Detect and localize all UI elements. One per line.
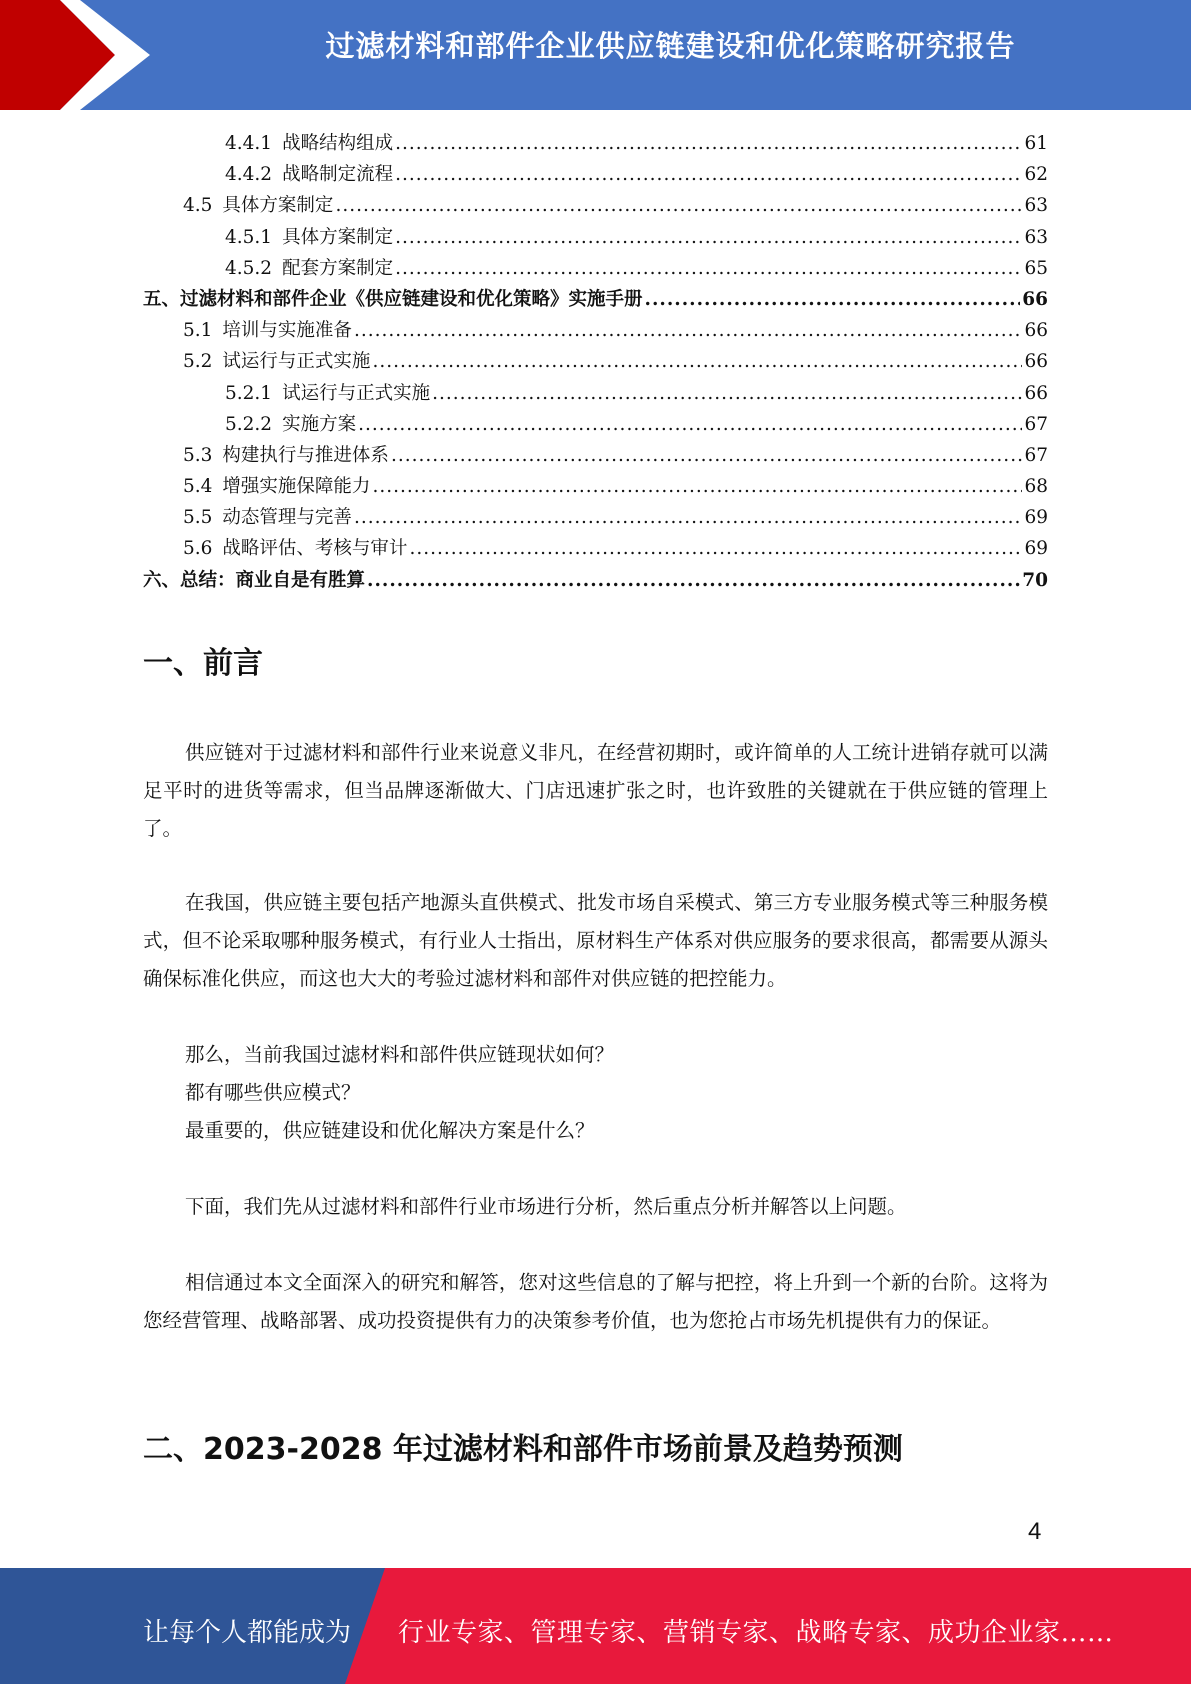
page-footer (0, 1568, 1191, 1684)
toc-entry-page: 69 (1024, 538, 1048, 560)
toc-entry[interactable] (143, 284, 1048, 315)
paragraph: 供应链对于过滤材料和部件行业来说意义非凡，在经营初期时，或许简单的人工统计进销存就可以满足平时的进货等需求，但当品牌逐渐做大、门店迅速扩张之时，也许致胜的关键就在于供应链的管理上了。 (143, 741, 1048, 840)
toc-entry-number: 4.4.1 (225, 133, 273, 154)
toc-entry-page: 61 (1024, 133, 1048, 154)
toc-entry-page: 69 (1024, 507, 1048, 529)
footer-slogan-right: 行业专家、管理专家、营销专家、战略专家、成功企业家…… (398, 1618, 1114, 1648)
toc-entry[interactable] (143, 502, 1048, 533)
toc-entry-number: 4.5.1 (225, 226, 273, 248)
toc-entry-title: 培训与实施准备 (222, 320, 352, 342)
toc-entry-page: 67 (1024, 444, 1048, 466)
footer-slogan-left: 让每个人都能成为 (143, 1618, 352, 1648)
toc-entry-page: 62 (1024, 164, 1048, 186)
toc-entry-title: 配套方案制定 (282, 257, 394, 279)
section-heading-preface: 一、前言 (143, 646, 263, 681)
toc-entry-page: 68 (1024, 476, 1048, 498)
toc-entry[interactable] (143, 346, 1048, 377)
toc-entry[interactable] (143, 222, 1048, 253)
paragraph: 在我国，供应链主要包括产地源头直供模式、批发市场自采模式、第三方专业服务模式等三种服务模式，但不论采取哪种服务模式，有行业人士指出，原材料生产体系对供应服务的要求很高，都需要从源头确保标准化供应，而这也大大的考验过滤材料和部件对供应链的把控能力。 (143, 891, 1048, 990)
paragraph: 相信通过本文全面深入的研究和解答，您对这些信息的了解与把控，将上升到一个新的台阶。这将为您经营管理、战略部署、成功投资提供有力的决策参考价值，也为您抢占市场先机提供有力的保证。 (143, 1271, 1048, 1332)
toc-entry-number: 4.5.2 (225, 257, 273, 279)
toc-entry[interactable] (143, 533, 1048, 564)
toc-entry-number: 5.5 (183, 507, 213, 529)
toc-dot-leader (395, 159, 1022, 190)
list-item: 都有哪些供应模式？ (185, 1081, 361, 1104)
toc-dot-leader (354, 315, 1023, 346)
toc-entry-title: 具体方案制定 (282, 226, 394, 248)
toc-entry-title: 战略评估、考核与审计 (222, 538, 408, 560)
header-title: 过滤材料和部件企业供应链建设和优化策略研究报告 (325, 29, 1016, 63)
toc-entry-number: 5.4 (183, 476, 213, 498)
toc-entry-number: 5.2.1 (225, 382, 273, 404)
toc-dot-leader (395, 128, 1022, 159)
paragraph: 下面，我们先从过滤材料和部件行业市场进行分析，然后重点分析并解答以上问题。 (185, 1195, 907, 1218)
toc-entry-page: 66 (1024, 320, 1048, 342)
toc-entry[interactable] (143, 159, 1048, 190)
toc-entry-page: 66 (1024, 382, 1048, 404)
toc-entry-title: 动态管理与完善 (222, 507, 352, 529)
toc-entry-page: 66 (1022, 288, 1048, 310)
toc-dot-leader (645, 284, 1021, 315)
toc-dot-leader (367, 565, 1020, 596)
toc-entry-number: 5.2.2 (225, 413, 273, 435)
toc-entry-page: 63 (1024, 195, 1048, 217)
list-item: 那么，当前我国过滤材料和部件供应链现状如何？ (185, 1043, 615, 1066)
question-list (185, 1036, 614, 1150)
toc-entry-number: 4.4.2 (225, 164, 273, 186)
table-of-contents (143, 128, 1048, 596)
toc-dot-leader (335, 190, 1022, 221)
toc-dot-leader (432, 378, 1022, 409)
toc-dot-leader (395, 222, 1022, 253)
toc-dot-leader (372, 471, 1022, 502)
toc-entry-title: 增强实施保障能力 (222, 476, 371, 498)
toc-entry[interactable] (143, 471, 1048, 502)
toc-entry-title: 具体方案制定 (222, 195, 334, 217)
header-chevron-icon (0, 0, 160, 110)
toc-entry-page: 67 (1024, 413, 1048, 435)
toc-dot-leader (409, 533, 1022, 564)
toc-dot-leader (391, 440, 1023, 471)
toc-entry-title: 战略制定流程 (282, 164, 394, 186)
toc-entry-page: 65 (1024, 257, 1048, 279)
toc-dot-leader (395, 253, 1022, 284)
toc-entry-title: 试运行与正式实施 (282, 382, 431, 404)
toc-entry-title: 六、总结：商业自是有胜算 (143, 569, 366, 591)
toc-entry[interactable] (143, 253, 1048, 284)
toc-entry[interactable] (143, 409, 1048, 440)
toc-entry-number: 5.3 (183, 444, 213, 466)
toc-entry-title: 构建执行与推进体系 (222, 444, 389, 466)
toc-entry[interactable] (143, 378, 1048, 409)
toc-entry[interactable] (143, 315, 1048, 346)
toc-entry-title: 试运行与正式实施 (222, 351, 371, 373)
toc-entry[interactable] (143, 190, 1048, 221)
toc-entry-title: 实施方案 (282, 413, 357, 435)
toc-dot-leader (354, 502, 1023, 533)
section-heading-market-forecast: 二、2023-2028 年过滤材料和部件市场前景及趋势预测 (143, 1432, 903, 1467)
toc-entry-page: 66 (1024, 351, 1048, 373)
page-number: 4 (1028, 1518, 1042, 1545)
list-item: 最重要的，供应链建设和优化解决方案是什么？ (185, 1119, 595, 1142)
toc-entry-number: 5.6 (183, 538, 213, 560)
toc-entry-number: 5.2 (183, 351, 213, 373)
toc-entry-title: 战略结构组成 (282, 133, 394, 154)
toc-entry-page: 70 (1022, 569, 1048, 591)
toc-entry[interactable] (143, 440, 1048, 471)
toc-dot-leader (372, 346, 1022, 377)
toc-entry-title: 五、过滤材料和部件企业《供应链建设和优化策略》实施手册 (143, 288, 643, 310)
toc-entry[interactable] (143, 565, 1048, 596)
page-header (0, 0, 1191, 110)
toc-entry-page: 63 (1024, 226, 1048, 248)
toc-dot-leader (358, 409, 1022, 440)
toc-entry-number: 4.5 (183, 195, 213, 217)
toc-entry-number: 5.1 (183, 320, 213, 342)
toc-entry[interactable] (143, 128, 1048, 159)
